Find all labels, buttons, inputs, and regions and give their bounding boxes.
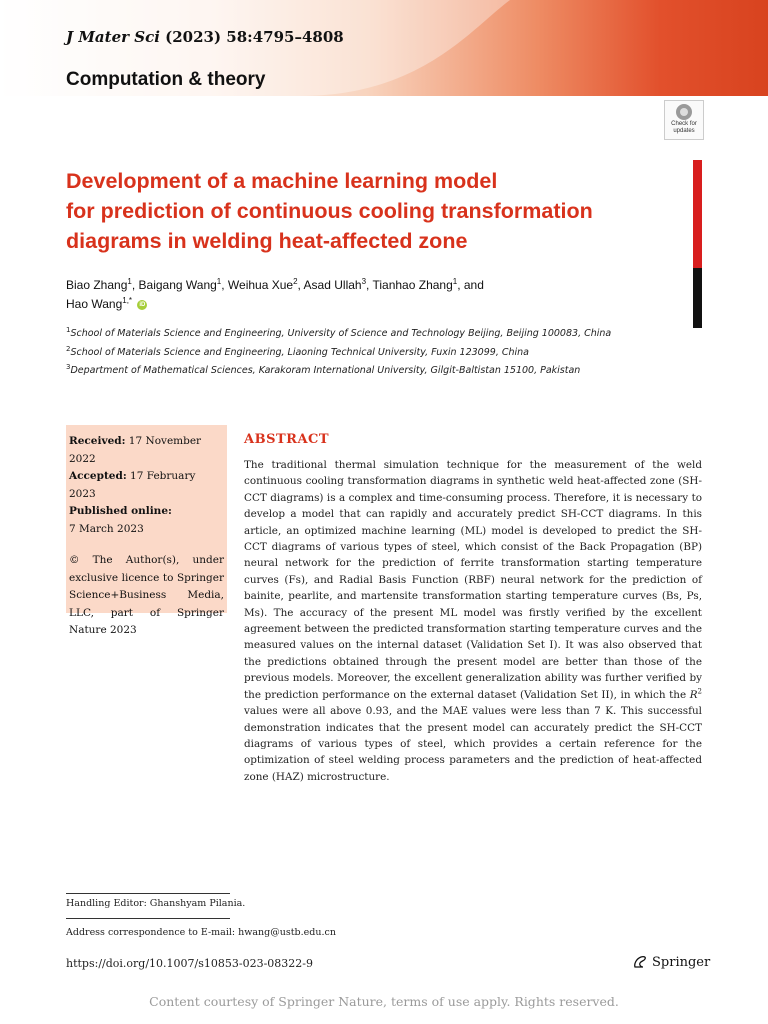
author-sep: , and bbox=[457, 278, 484, 292]
author-name[interactable]: Hao Wang bbox=[66, 297, 123, 311]
copyright-notice: © The Author(s), under exclusive licence to Springer Science+Business Media, LLC, part of Springer Nature 2023 bbox=[69, 554, 224, 636]
received-label: Received: bbox=[69, 435, 126, 447]
side-accent-black bbox=[693, 268, 702, 328]
author-sep: , bbox=[297, 278, 304, 292]
affiliation-text: School of Materials Science and Engineering, Liaoning Technical University, Fuxin 123099, China bbox=[70, 346, 529, 358]
article-title bbox=[66, 166, 666, 256]
affiliation-item bbox=[66, 360, 686, 379]
springer-logo-icon bbox=[632, 954, 648, 970]
side-accent-red bbox=[693, 160, 702, 268]
article-history-box bbox=[66, 425, 227, 636]
section-label: Computation & theory bbox=[66, 69, 266, 90]
handling-editor: Handling Editor: Ghanshyam Pilania. bbox=[66, 898, 246, 909]
affiliation-sup: 3 bbox=[66, 363, 71, 372]
title-line: Development of a machine learning model bbox=[66, 169, 498, 193]
title-line: diagrams in welding heat-affected zone bbox=[66, 229, 468, 253]
received-value: 17 November 2022 bbox=[69, 435, 202, 465]
author-affil-sup: 1 bbox=[452, 277, 458, 286]
author-affil-sup: 1,* bbox=[122, 296, 133, 305]
author-sep: , bbox=[131, 278, 139, 292]
abstract-heading: ABSTRACT bbox=[244, 432, 330, 447]
r-squared-sup: 2 bbox=[697, 687, 702, 696]
author-name[interactable]: Biao Zhang bbox=[66, 278, 128, 292]
check-updates-line2: updates bbox=[673, 128, 695, 134]
check-updates-line1: Check for bbox=[671, 121, 697, 127]
author-affil-sup: 1 bbox=[127, 277, 132, 286]
affiliation-text: School of Materials Science and Engineering, University of Science and Technology Beijing, Beijing 100083, China bbox=[70, 328, 612, 340]
affiliation-sup: 1 bbox=[66, 326, 71, 334]
affiliation-item bbox=[66, 323, 686, 342]
accepted-value: 17 February 2023 bbox=[69, 470, 196, 500]
author-affil-sup: 2 bbox=[293, 277, 298, 286]
published-label-line bbox=[69, 503, 224, 521]
abstract-text bbox=[244, 457, 702, 785]
journal-name: J Mater Sci bbox=[66, 28, 160, 46]
affiliation-text: Department of Mathematical Sciences, Karakoram International University, Gilgit-Baltistan 15100, Pakistan bbox=[70, 365, 581, 377]
correspondence-address: Address correspondence to E-mail: hwang@ustb.edu.cn bbox=[66, 927, 336, 938]
publisher-name: Springer bbox=[652, 954, 711, 970]
author-name[interactable]: Asad Ullah bbox=[303, 278, 362, 292]
author-name[interactable]: Baigang Wang bbox=[138, 278, 217, 292]
author-sep: , bbox=[366, 278, 373, 292]
check-for-updates-icon[interactable] bbox=[664, 100, 704, 140]
journal-volume-pages: (2023) 58:4795–4808 bbox=[159, 28, 344, 46]
publisher-logo bbox=[632, 954, 710, 970]
title-line: for prediction of continuous cooling transformation bbox=[66, 199, 593, 223]
footnote-divider bbox=[66, 918, 230, 919]
courtesy-watermark: Content courtesy of Springer Nature, terms of use apply. Rights reserved. bbox=[149, 994, 619, 1009]
accepted-date bbox=[69, 468, 224, 503]
published-label: Published online: bbox=[69, 505, 172, 517]
author-name[interactable]: Weihua Xue bbox=[227, 278, 294, 292]
affiliation-sup: 2 bbox=[66, 344, 71, 353]
affiliation-item bbox=[66, 342, 686, 361]
abstract-text-part-a: The traditional thermal simulation technique for the measurement of the weld continuous cooling transformation diagrams in synthetic weld heat-affected zone (SH-CCT diagrams) is a complex and time-consuming process. Therefore, it is necessary to develop a model that can rapidly and accurately predict SH-CCT diagrams. In this article, an optimized machine learning (ML) model is developed to predict the SH-CCT diagrams of various types of steel, which consist of the Back Propagation (BP) neural network for the prediction of ferrite transformation starting temperature curves (Fs), and Radial Basis Function (RBF) neural network for the prediction of bainite, pearlite, and martensite transformation starting temperature curves (Bs, Ps, Ms). The accuracy of the present ML model was firstly verified by the excellent agreement between the predicted transformation starting temperature curves and the measured values on the internal dataset (Validation Set I). It was also observed that the predictions obtained through the present model are better than those of the previous models. Moreover, the excellent generalization ability was further verified by the prediction performance on the external dataset (Validation Set II), in which the bbox=[244, 459, 702, 701]
doi-link[interactable]: https://doi.org/10.1007/s10853-023-08322-9 bbox=[66, 957, 314, 970]
footnote-divider bbox=[66, 893, 230, 894]
accepted-label: Accepted: bbox=[69, 470, 127, 482]
journal-citation bbox=[66, 28, 344, 46]
received-date bbox=[69, 433, 224, 468]
orcid-icon[interactable]: iD bbox=[139, 301, 146, 308]
author-name[interactable]: Tianhao Zhang bbox=[372, 278, 453, 292]
author-list bbox=[66, 274, 666, 312]
check-updates-circle bbox=[676, 104, 692, 120]
published-value: 7 March 2023 bbox=[69, 522, 144, 535]
author-affil-sup: 3 bbox=[361, 277, 367, 286]
affiliation-list bbox=[66, 323, 686, 379]
author-affil-sup: 1 bbox=[216, 277, 222, 286]
author-sep: , bbox=[221, 278, 228, 292]
abstract-text-part-b: values were all above 0.93, and the MAE values were less than 7 K. This successful demonstration indicates that the present model can accurately predict the SH-CCT diagrams of various types of steel, which provides a certain reference for the optimization of steel welding process parameters and the prediction of heat-affected zone (HAZ) microstructure. bbox=[244, 705, 702, 783]
r-squared-symbol: R bbox=[689, 688, 698, 701]
